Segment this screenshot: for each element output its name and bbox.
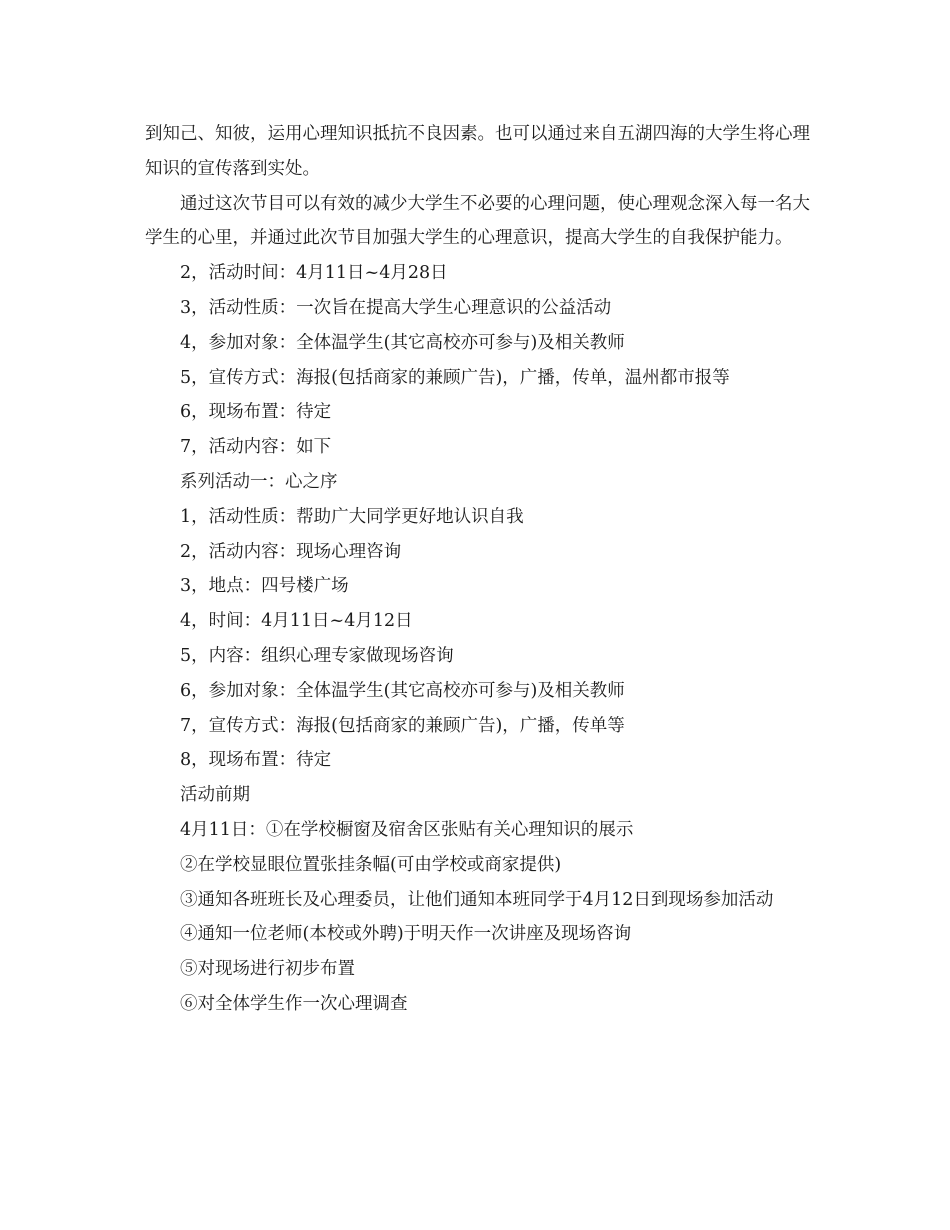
list-item: 4，参加对象：全体温学生(其它高校亦可参与)及相关教师 <box>180 332 625 353</box>
list-item: ⑥对全体学生作一次心理调查 <box>180 993 408 1014</box>
list-item: 4，时间：4月11日~4月12日 <box>180 611 413 632</box>
section-heading: 活动前期 <box>180 785 250 806</box>
list-item: 7，活动内容：如下 <box>180 437 332 458</box>
list-item: 3，地点：四号楼广场 <box>180 576 349 597</box>
list-item: 4月11日：①在学校橱窗及宿舍区张贴有关心理知识的展示 <box>180 819 634 840</box>
paragraph: 通过这次节目可以有效的减少大学生不必要的心理问题，使心理观念深入每一名大学生的心里，并通过此次节目加强大学生的心理意识，提高大学生的自我保护能力。 <box>145 193 810 249</box>
list-item: ④通知一位老师(本校或外聘)于明天作一次讲座及现场咨询 <box>180 924 632 945</box>
list-item: 5，内容：组织心理专家做现场咨询 <box>180 645 454 666</box>
document-body <box>145 117 810 1022</box>
list-item: 2，活动时间：4月11日~4月28日 <box>180 263 448 284</box>
list-item: 6，现场布置：待定 <box>180 402 332 423</box>
list-item: 7，宣传方式：海报(包括商家的兼顾广告)，广播，传单等 <box>180 715 625 736</box>
list-item: 6，参加对象：全体温学生(其它高校亦可参与)及相关教师 <box>180 680 625 701</box>
list-item: 2，活动内容：现场心理咨询 <box>180 541 402 562</box>
paragraph: 到知己、知彼，运用心理知识抵抗不良因素。也可以通过来自五湖四海的大学生将心理知识的宣传落到实处。 <box>145 124 810 179</box>
list-item: ②在学校显眼位置张挂条幅(可由学校或商家提供) <box>180 854 562 875</box>
list-item: ⑤对现场进行初步布置 <box>180 959 355 980</box>
list-item: 1，活动性质：帮助广大同学更好地认识自我 <box>180 506 524 527</box>
list-item: 5，宣传方式：海报(包括商家的兼顾广告)，广播，传单，温州都市报等 <box>180 367 730 388</box>
list-item: ③通知各班班长及心理委员，让他们通知本班同学于4月12日到现场参加活动 <box>180 889 774 910</box>
list-item: 8，现场布置：待定 <box>180 750 332 771</box>
section-heading: 系列活动一：心之序 <box>180 471 338 492</box>
list-item: 3，活动性质：一次旨在提高大学生心理意识的公益活动 <box>180 297 612 318</box>
